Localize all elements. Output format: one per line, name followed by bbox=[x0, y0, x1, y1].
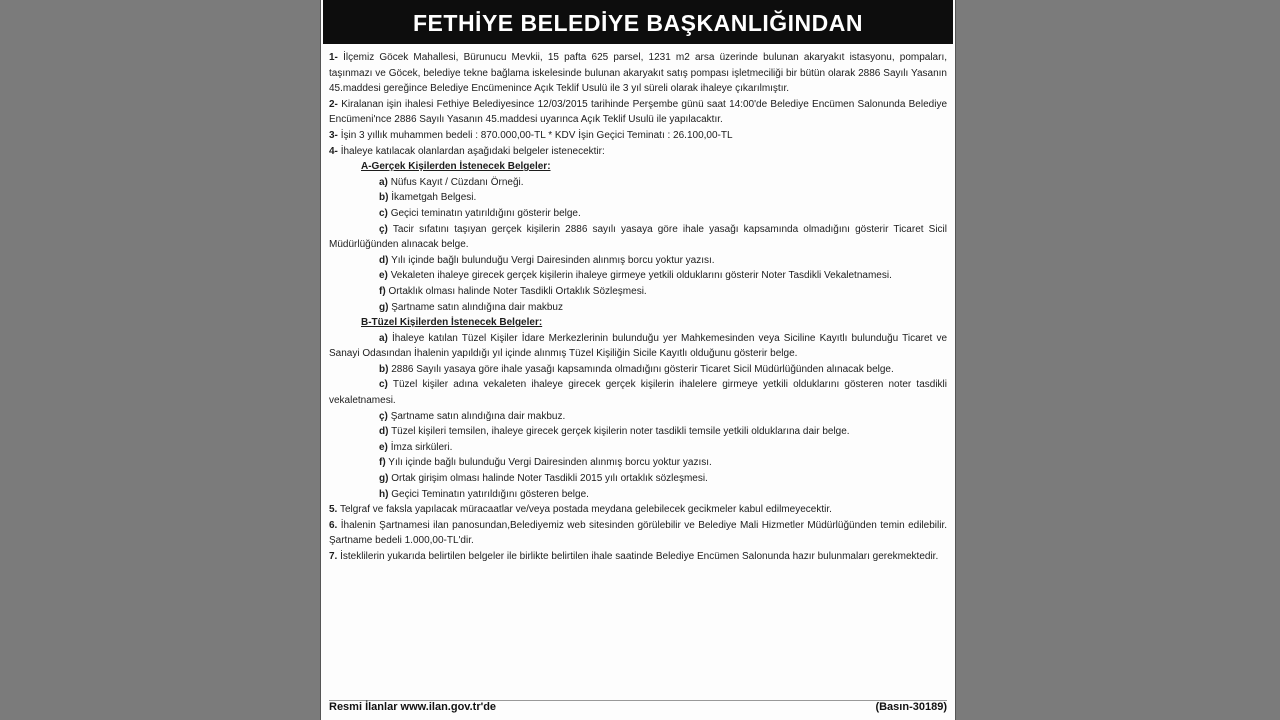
item-text: Ortak girişim olması halinde Noter Tasdikli 2015 yılı ortaklık sözleşmesi. bbox=[391, 473, 708, 485]
item-text: Şartname satın alındığına dair makbuz bbox=[391, 301, 563, 313]
list-item bbox=[329, 206, 947, 222]
item-text: Geçici teminatın yatırıldığını gösterir belge. bbox=[390, 207, 581, 219]
item-label: f) bbox=[379, 285, 386, 297]
notice-body bbox=[329, 50, 947, 565]
list-item bbox=[329, 487, 947, 503]
item-label: f) bbox=[379, 457, 386, 469]
item-label: ç) bbox=[379, 410, 388, 422]
item-label: ç) bbox=[379, 223, 388, 235]
item-label: c) bbox=[379, 207, 388, 219]
list-item bbox=[329, 377, 947, 408]
press-reference: (Basın-30189) bbox=[875, 701, 947, 713]
paragraph-text: İsteklilerin yukarıda belirtilen belgeler ile birlikte belirtilen ihale saatinde Belediye Encümen Salonunda hazır bulunmaları gerekmektedir. bbox=[340, 551, 939, 562]
item-text: Nüfus Kayıt / Cüzdanı Örneği. bbox=[390, 176, 524, 188]
list-item bbox=[329, 440, 947, 456]
group-a-list bbox=[329, 175, 947, 315]
paragraph-number: 3- bbox=[329, 129, 338, 141]
item-text: Tüzel kişileri temsilen, ihaleye girecek gerçek kişilerin noter tasdikli temsile yetkili olduklarına dair belge. bbox=[391, 426, 850, 438]
item-text: Tüzel kişiler adına vekaleten ihaleye girecek gerçek kişilerin ihalelere girmeye yetkili olduklarını gösteren noter tasdikli vekaletnamesi. bbox=[329, 379, 947, 407]
list-item bbox=[329, 175, 947, 191]
list-item bbox=[329, 190, 947, 206]
list-item bbox=[329, 222, 947, 253]
paragraph-text: İlçemiz Göcek Mahallesi, Bürunucu Mevkii, 15 pafta 625 parsel, 1231 m2 arsa üzerinde bulunan akaryakıt istasyonu, pompaları, taşınmazı ve Göcek, belediye tekne bağlama iskelesinde bulunan akaryakıt satış pompası işletmeciliği bir bütün olarak 2886 Sayılı Yasanın 45.maddesi gereğince Belediye Encümenince Açık Teklif Usulü ile 3 yıl süreli olarak ihaleye çıkarılmıştır. bbox=[329, 52, 948, 95]
item-label: b) bbox=[379, 363, 389, 375]
list-item bbox=[329, 268, 947, 284]
list-item bbox=[329, 362, 947, 378]
item-label: h) bbox=[379, 488, 389, 500]
list-item bbox=[329, 331, 947, 362]
item-text: Ortaklık olması halinde Noter Tasdikli Ortaklık Sözleşmesi. bbox=[388, 285, 647, 297]
paragraph-text: Telgraf ve faksla yapılacak müracaatlar ve/veya postada meydana gelebilecek gecikmeler kabul edilmeyecektir. bbox=[339, 504, 832, 516]
list-item bbox=[329, 300, 947, 316]
official-ads-link: Resmi İlanlar www.ilan.gov.tr'de bbox=[329, 701, 497, 713]
item-text: Tacir sıfatını taşıyan gerçek kişilerin 2886 sayılı yasaya göre ihale yasağı kapsamında olmadığını gösterir Ticaret Sicil Müdürlüğünden alınacak belge. bbox=[329, 223, 947, 251]
item-text: Yılı içinde bağlı bulunduğu Vergi Dairesinden alınmış borcu yoktur yazısı. bbox=[391, 254, 715, 266]
paragraph-number: 1- bbox=[329, 52, 338, 63]
paragraph-text: İhaleye katılacak olanlardan aşağıdaki belgeler istenecektir: bbox=[340, 145, 605, 157]
group-a-heading: A-Gerçek Kişilerden İstenecek Belgeler: bbox=[361, 161, 551, 173]
list-item bbox=[329, 471, 947, 487]
item-text: İkametgah Belgesi. bbox=[391, 192, 477, 204]
paragraph-number: 2- bbox=[329, 98, 338, 110]
item-text: İmza sirküleri. bbox=[390, 441, 453, 453]
paragraph-1 bbox=[329, 50, 947, 97]
paragraph-text: Kiralanan işin ihalesi Fethiye Belediyesince 12/03/2015 tarihinde Perşembe günü saat 14:00'de Belediye Encümen Salonunda Belediye Encümeni'nce 2886 Sayılı Yasanın 45.maddesi uyarınca Açık Teklif Usulü ile yapılacaktır. bbox=[329, 98, 948, 126]
list-item bbox=[329, 424, 947, 440]
notice-page bbox=[320, 0, 956, 720]
paragraph-4 bbox=[329, 144, 947, 160]
paragraph-text: İhalenin Şartnamesi ilan panosundan,Belediyemiz web sitesinden görülebilir ve Belediye Mali Hizmetler Müdürlüğünden temin edilebilir. Şartname bedeli 1.000,00-TL'dir. bbox=[329, 519, 947, 547]
item-text: Şartname satın alındığına dair makbuz. bbox=[390, 410, 566, 422]
item-text: Yılı içinde bağlı bulunduğu Vergi Dairesinden alınmış borcu yoktur yazısı. bbox=[388, 457, 712, 469]
item-label: a) bbox=[379, 332, 388, 344]
paragraph-text: İşin 3 yıllık muhammen bedeli : 870.000,00-TL * KDV İşin Geçici Teminatı : 26.100,00-TL bbox=[340, 129, 733, 141]
group-b-heading: B-Tüzel Kişilerden İstenecek Belgeler: bbox=[361, 317, 543, 329]
paragraph-6 bbox=[329, 518, 947, 549]
item-label: g) bbox=[379, 301, 389, 313]
list-item bbox=[329, 455, 947, 471]
paragraph-2 bbox=[329, 97, 947, 128]
paragraph-7 bbox=[329, 549, 947, 565]
item-label: d) bbox=[379, 426, 389, 438]
list-item bbox=[329, 284, 947, 300]
item-label: d) bbox=[379, 254, 389, 266]
list-item bbox=[329, 409, 947, 425]
item-label: g) bbox=[379, 473, 389, 485]
paragraph-5 bbox=[329, 502, 947, 518]
paragraph-number: 4- bbox=[329, 145, 338, 157]
paragraph-number: 6. bbox=[329, 519, 338, 531]
item-label: e) bbox=[379, 441, 388, 453]
group-b-list bbox=[329, 331, 947, 503]
paragraph-number: 7. bbox=[329, 551, 338, 562]
item-label: c) bbox=[379, 379, 388, 391]
item-label: e) bbox=[379, 270, 388, 282]
list-item bbox=[329, 253, 947, 269]
notice-footer bbox=[329, 700, 947, 713]
item-label: a) bbox=[379, 176, 388, 188]
item-text: İhaleye katılan Tüzel Kişiler İdare Merkezlerinin bulunduğu yer Mahkemesinden veya Siciline Kayıtlı bulunduğu Ticaret ve Sanayi Odasından İhalenin yapıldığı yıl içinde alınmış Tüzel Kişiliğin Sicile Kayıtlı olduğunu gösterir belge. bbox=[329, 332, 948, 360]
paragraph-3 bbox=[329, 128, 947, 144]
paragraph-number: 5. bbox=[329, 504, 338, 516]
item-text: 2886 Sayılı yasaya göre ihale yasağı kapsamında olmadığını gösterir Ticaret Sicil Müdürlüğünden alınacak belge. bbox=[391, 363, 894, 375]
item-text: Geçici Teminatın yatırıldığını gösteren belge. bbox=[391, 488, 589, 500]
notice-title: FETHİYE BELEDİYE BAŞKANLIĞINDAN bbox=[323, 0, 953, 44]
item-text: Vekaleten ihaleye girecek gerçek kişilerin ihaleye girmeye yetkili olduklarını gösterir Noter Tasdikli Vekaletnamesi. bbox=[390, 270, 892, 282]
item-label: b) bbox=[379, 192, 389, 204]
